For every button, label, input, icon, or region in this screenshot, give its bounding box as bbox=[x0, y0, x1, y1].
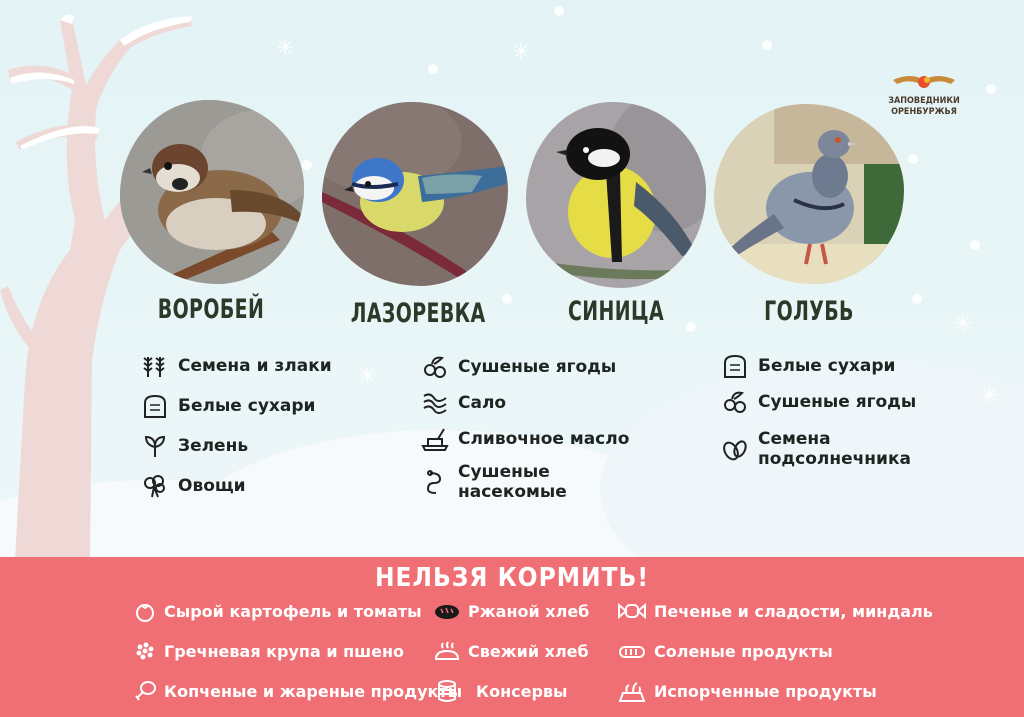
spoiled-icon bbox=[616, 679, 648, 703]
list-item bbox=[420, 426, 629, 452]
list-item bbox=[140, 473, 332, 499]
forbidden-title: НЕЛЬЗЯ КОРМИТЬ! bbox=[374, 563, 650, 593]
snowflake-icon bbox=[986, 84, 996, 94]
forbidden-label: Консервы bbox=[476, 681, 568, 701]
snowflake-icon: ✳ bbox=[512, 40, 531, 65]
list-item bbox=[132, 671, 462, 711]
seeds-icon bbox=[720, 436, 750, 462]
berries-icon bbox=[720, 389, 750, 415]
can-icon bbox=[432, 679, 462, 703]
snowflake-icon bbox=[302, 160, 312, 170]
snowflake-icon bbox=[762, 40, 772, 50]
list-item bbox=[140, 353, 332, 379]
forbidden-label: Соленые продукты bbox=[654, 641, 833, 661]
forbidden-label: Копченые и жареные продукты bbox=[164, 681, 463, 701]
list-item bbox=[420, 354, 629, 380]
bacon-icon bbox=[420, 390, 450, 416]
bluetit-photo bbox=[322, 102, 508, 286]
sparrow-photo bbox=[120, 100, 304, 284]
food-label: Семена подсолнечника bbox=[758, 429, 911, 470]
drumstick-icon bbox=[132, 679, 158, 703]
list-item bbox=[616, 591, 933, 631]
snowflake-icon: ✳ bbox=[358, 364, 377, 389]
food-label: Сало bbox=[458, 392, 507, 413]
list-item bbox=[432, 591, 589, 631]
broccoli-icon bbox=[140, 473, 170, 499]
list-item bbox=[432, 631, 589, 671]
sparrow-food-list bbox=[140, 353, 332, 513]
list-item bbox=[616, 631, 933, 671]
list-item bbox=[420, 462, 629, 503]
bird-name: ЛАЗОРЕВКА bbox=[350, 298, 486, 329]
list-item bbox=[132, 631, 462, 671]
food-label: Зелень bbox=[178, 435, 249, 456]
food-label: Белые сухари bbox=[178, 395, 316, 416]
leaf-icon bbox=[140, 433, 170, 459]
wheat-icon bbox=[140, 353, 170, 379]
grain-icon bbox=[132, 639, 158, 663]
pigeon-food-list bbox=[720, 353, 918, 484]
forbidden-label: Испорченные продукты bbox=[654, 681, 877, 701]
forbidden-label: Сырой картофель и томаты bbox=[164, 601, 422, 621]
bread-icon bbox=[140, 393, 170, 419]
greattit-photo bbox=[526, 102, 706, 288]
sausage-icon bbox=[616, 639, 648, 663]
tomato-icon bbox=[132, 599, 158, 623]
bread-icon bbox=[720, 353, 750, 379]
food-label: Овощи bbox=[178, 475, 246, 496]
list-item bbox=[720, 389, 918, 415]
bird-name: ГОЛУБЬ bbox=[764, 296, 854, 327]
forbidden-label: Ржаной хлеб bbox=[468, 601, 590, 621]
snowflake-icon bbox=[554, 6, 564, 16]
food-label: Сушеные ягоды bbox=[758, 391, 917, 412]
food-label: Семена и злаки bbox=[178, 355, 332, 376]
list-item bbox=[140, 433, 332, 459]
pigeon-photo bbox=[714, 104, 904, 284]
list-item bbox=[420, 390, 629, 416]
bird-name: СИНИЦА bbox=[567, 296, 665, 327]
forbidden-label: Печенье и сладости, миндаль bbox=[654, 601, 933, 621]
forbidden-column-3 bbox=[616, 591, 933, 711]
butter-icon bbox=[420, 426, 450, 452]
food-label: Сушеные насекомые bbox=[458, 462, 567, 503]
snowflake-icon: ✳ bbox=[980, 384, 999, 409]
bird-name: ВОРОБЕЙ bbox=[157, 294, 265, 325]
insect-icon bbox=[420, 469, 450, 495]
list-item bbox=[616, 671, 933, 711]
logo-text: ЗАПОВЕДНИКИ ОРЕНБУРЖЬЯ bbox=[888, 96, 960, 117]
forbidden-label: Гречневая крупа и пшено bbox=[164, 641, 405, 661]
berries-icon bbox=[420, 354, 450, 380]
snowflake-icon: ✳ bbox=[954, 312, 973, 337]
list-item bbox=[720, 429, 918, 470]
reserves-logo bbox=[888, 70, 960, 118]
list-item bbox=[132, 591, 462, 631]
fresh-bread-icon bbox=[432, 639, 462, 663]
bluetit-food-list bbox=[420, 354, 629, 517]
rye-bread-icon bbox=[432, 599, 462, 623]
list-item bbox=[432, 671, 589, 711]
forbidden-column-1 bbox=[132, 591, 462, 711]
snowflake-icon bbox=[912, 294, 922, 304]
food-label: Белые сухари bbox=[758, 355, 896, 376]
list-item bbox=[140, 393, 332, 419]
food-label: Сливочное масло bbox=[458, 428, 630, 449]
forbidden-banner bbox=[0, 557, 1024, 717]
snowflake-icon: ✳ bbox=[276, 36, 295, 61]
forbidden-column-2 bbox=[432, 591, 589, 711]
snowflake-icon bbox=[970, 240, 980, 250]
snowflake-icon bbox=[502, 294, 512, 304]
forbidden-label: Свежий хлеб bbox=[468, 641, 589, 661]
list-item bbox=[720, 353, 918, 379]
food-label: Сушеные ягоды bbox=[458, 356, 617, 377]
candy-icon bbox=[616, 599, 648, 623]
snowflake-icon bbox=[908, 154, 918, 164]
snowflake-icon bbox=[428, 64, 438, 74]
snowflake-icon bbox=[686, 322, 696, 332]
logo-emblem-icon bbox=[891, 70, 957, 92]
